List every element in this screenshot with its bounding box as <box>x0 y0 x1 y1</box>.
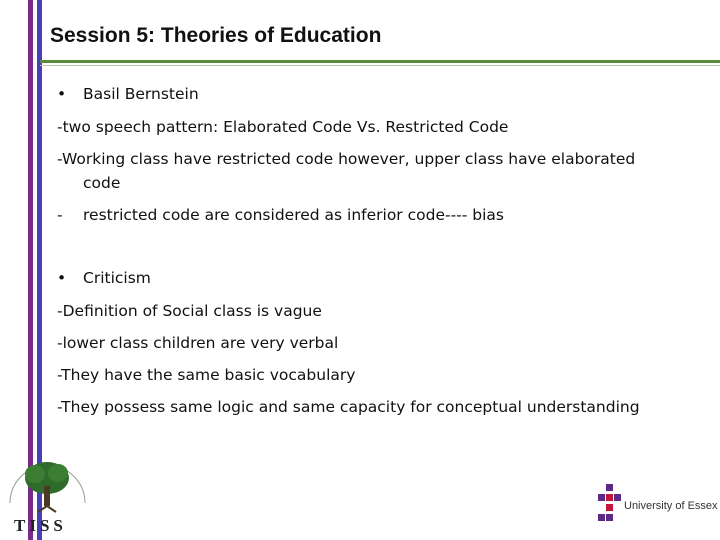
title-rule <box>40 60 720 63</box>
tiss-logo <box>0 448 95 540</box>
bullet-dot: • <box>57 269 67 287</box>
essex-wordmark: University of Essex <box>624 500 718 512</box>
text-line: -They have the same basic vocabulary <box>57 366 356 384</box>
text-line: -They possess same logic and same capacity for conceptual understanding <box>57 398 640 416</box>
title-rule-thin <box>40 65 720 66</box>
bullet-text: Criticism <box>83 269 151 287</box>
tiss-wordmark: TISS <box>14 516 67 535</box>
text-line-continued: code <box>83 174 121 192</box>
text-line: -Working class have restricted code however, upper class have elaborated <box>57 150 636 168</box>
text-line: -Definition of Social class is vague <box>57 302 322 320</box>
dash-marker: - <box>57 206 63 224</box>
text-line: -two speech pattern: Elaborated Code Vs. Restricted Code <box>57 118 509 136</box>
bullet-dot: • <box>57 85 67 103</box>
text-line: -lower class children are very verbal <box>57 334 339 352</box>
tiss-tree-icon <box>0 448 95 518</box>
essex-logo <box>596 480 720 530</box>
dash-text: restricted code are considered as inferior code---- bias <box>83 206 505 224</box>
slide-title: Session 5: Theories of Education <box>50 24 382 47</box>
essex-mark-icon <box>598 480 624 530</box>
bullet-text: Basil Bernstein <box>83 85 199 103</box>
